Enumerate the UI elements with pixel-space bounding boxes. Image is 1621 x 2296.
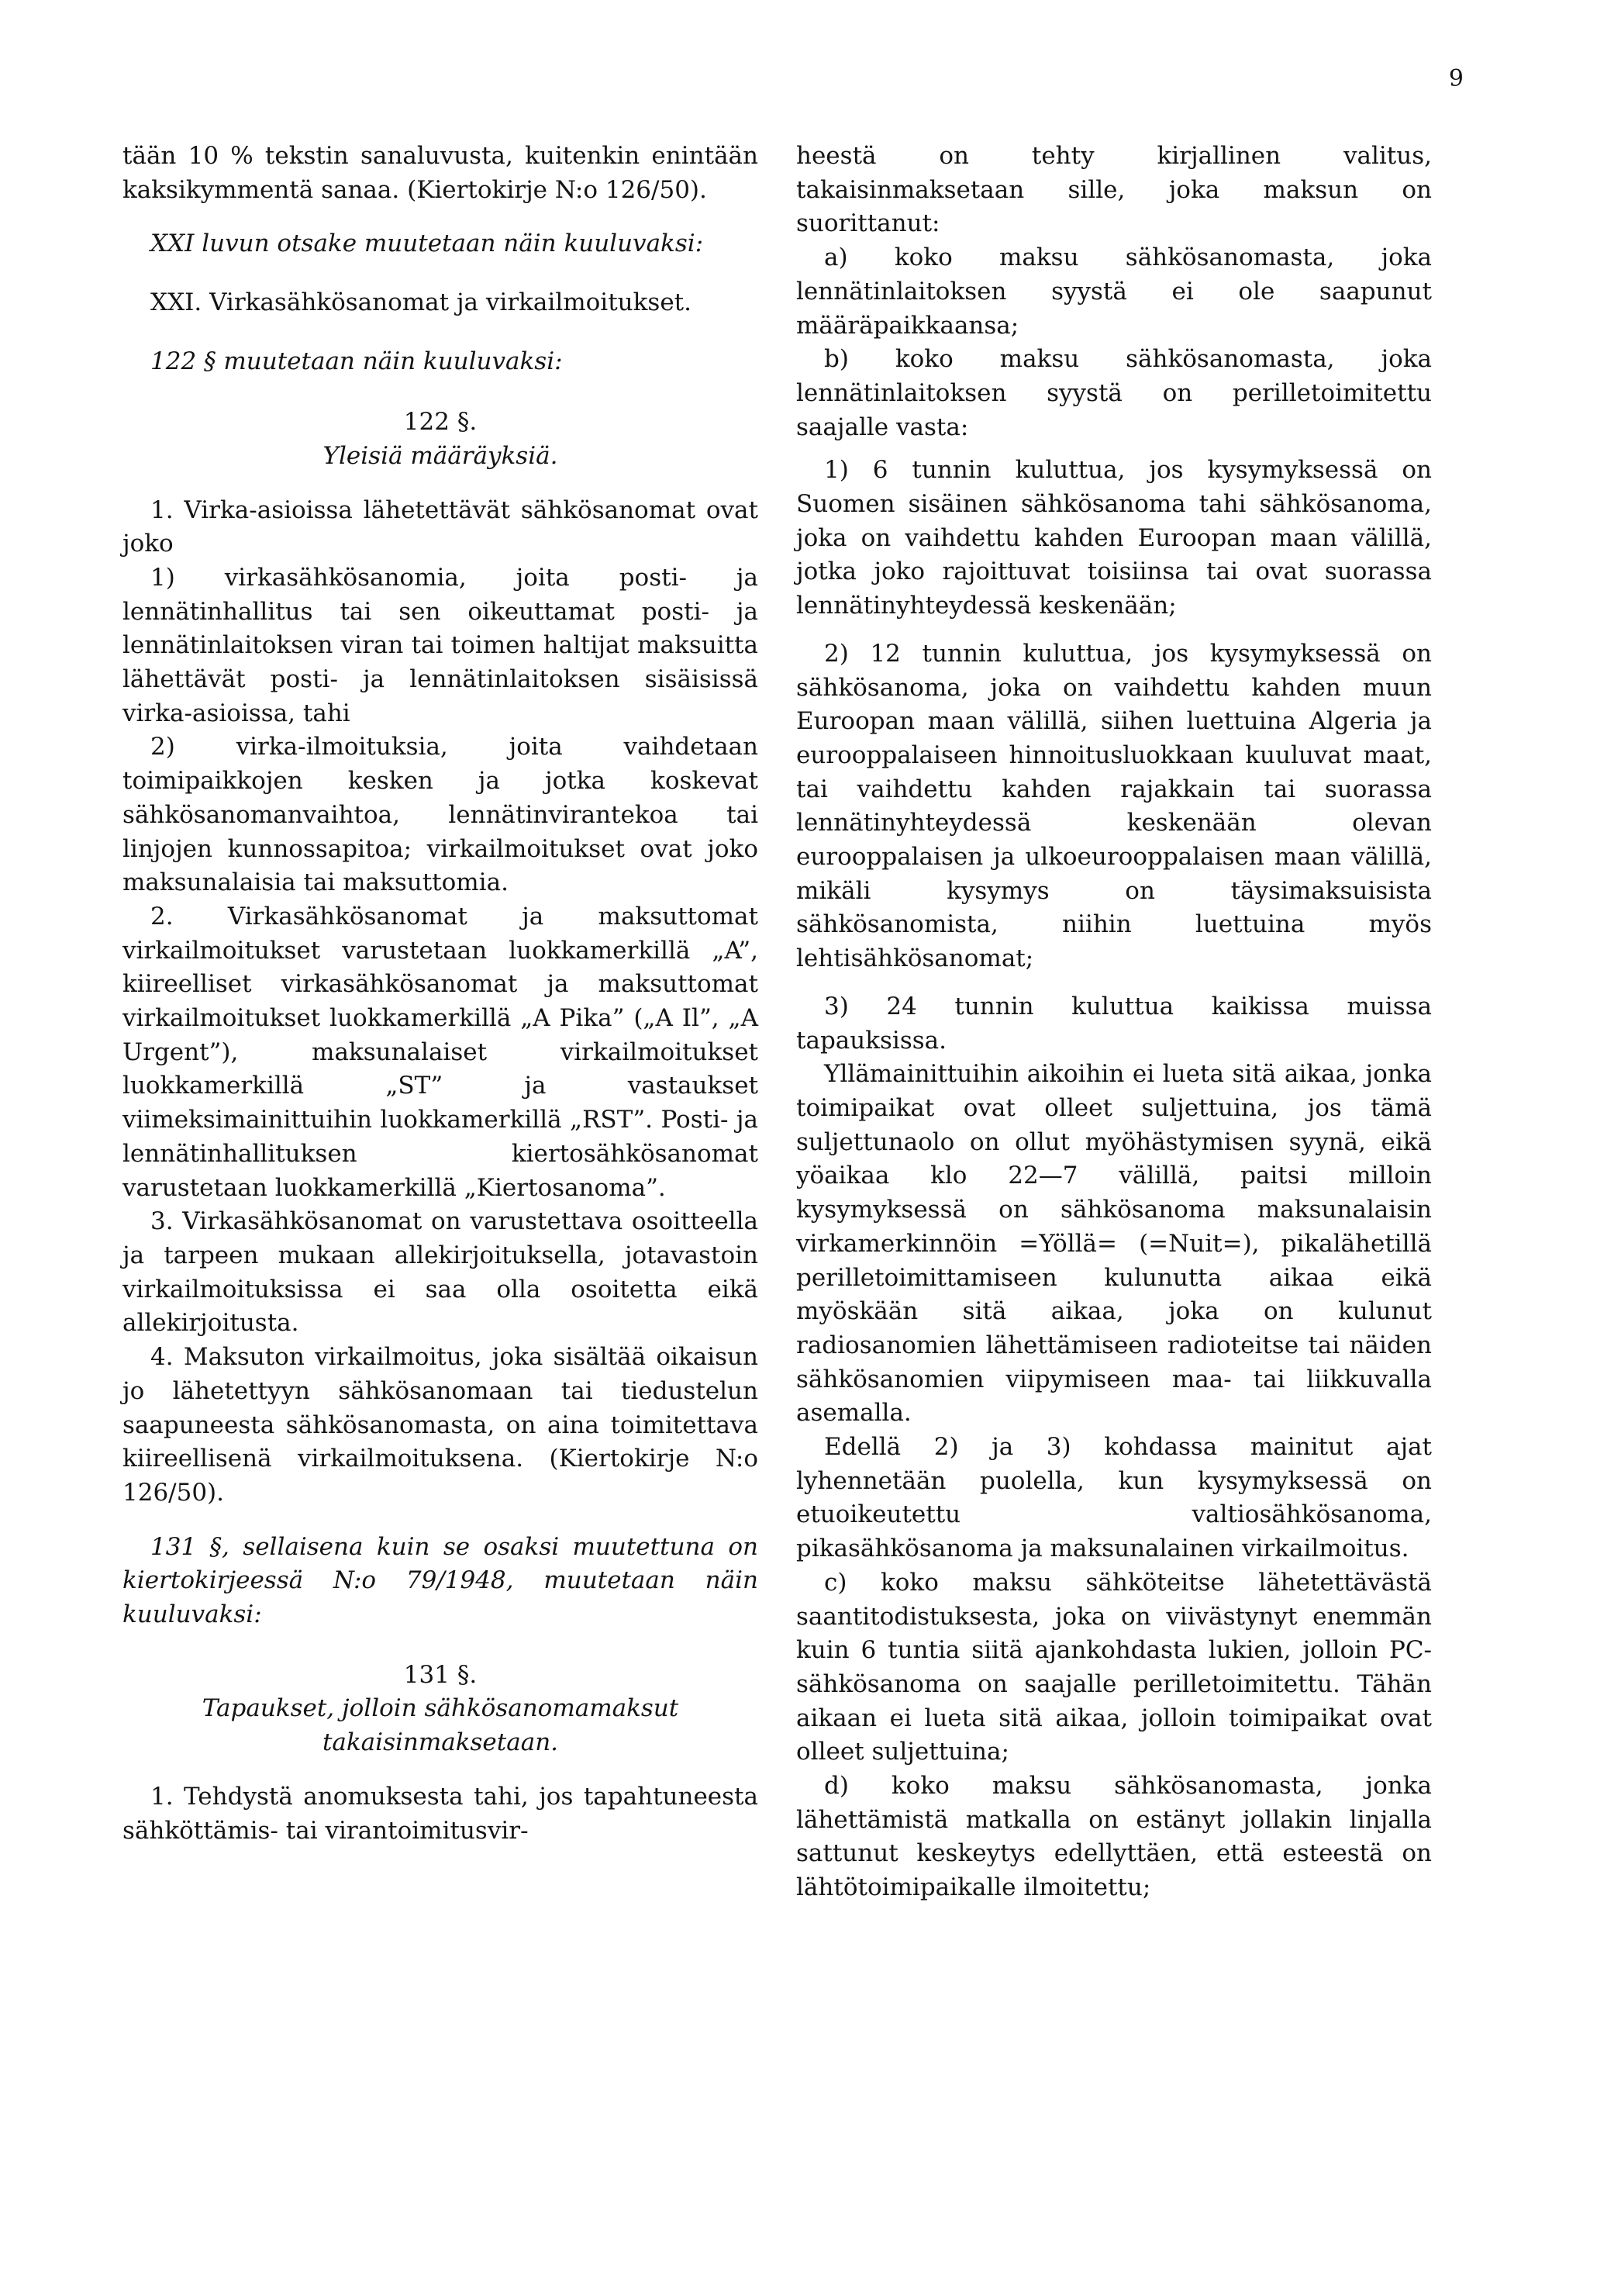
page-number: 9 [1448,65,1464,92]
amendment-instruction: 131 §, sellaisena kuin se osaksi muutettuna on kiertokirjeessä N:o 79/1948, muutetaan näin kuuluvaksi: [122,1532,758,1629]
paragraph: 1. Virka-asioissa lähetettävät sähkösanomat ovat joko [122,495,758,558]
paragraph: 2) virka-ilmoituksia, joita vaihdetaan toimipaikkojen kesken ja jotka koskevat sähkösanomanvaihtoa, lennätinvirantekoa tai linjojen kunnossapitoa; virkailmoitukset ovat joko maksunalaisia tai maksuttomia. [122,733,758,897]
section-number: 131 §. [403,1660,478,1689]
section-title: Tapaukset, jolloin sähkösanomamaksut takaisinmaksetaan. [202,1694,679,1757]
right-column [796,140,1432,1905]
section-number: 122 §. [403,408,478,437]
section-title: Yleisiä määräyksiä. [322,441,558,470]
list-item: a) koko maksu sähkösanomasta, joka lennätinlaitoksen syystä ei ole saapunut määräpaikkaansa; [796,243,1432,340]
paragraph: 4. Maksuton virkailmoitus, joka sisältää oikaisun jo lähetettyyn sähkösanomaan tai tiedustelun saapuneesta sähkösanomasta, on aina toimitettava kiireellisenä virkailmoituksena. (Kiertokirje N:o 126/50). [122,1343,758,1507]
paragraph: 1) virkasähkösanomia, joita posti- ja lennätinhallitus tai sen oikeuttamat posti- ja lennätinlaitoksen viran tai toimen haltijat maksuitta lähettävät posti- ja lennätinlaitoksen sisäisissä virka-asioissa, tahi [122,563,758,727]
left-column [122,140,758,1848]
list-item: c) koko maksu sähköteitse lähetettävästä saantitodistuksesta, joka on viivästynyt enemmän kuin 6 tuntia siitä ajankohdasta lukien, jolloin PC-sähkösanoma on saajalle perilletoimitettu. Tähän aikaan ei lueta sitä aikaa, jolloin toimipaikat ovat olleet suljettuina; [796,1568,1432,1766]
list-item: 1) 6 tunnin kuluttua, jos kysymyksessä on Suomen sisäinen sähkösanoma tahi sähkösanoma, joka on vaihdettu kahden Euroopan maan välillä, jotka joko rajoittuvat toisiinsa tai ovat suorassa lennätinyhteydessä keskenään; [796,456,1432,620]
paragraph-continuation: tään 10 % tekstin sanaluvusta, kuitenkin enintään kaksikymmentä sanaa. (Kiertokirje N:o 126/50). [122,142,758,204]
list-item: 2) 12 tunnin kuluttua, jos kysymyksessä on sähkösanoma, joka on vaihdettu kahden muun Euroopan maan välillä, siihen luettuina Algeria ja eurooppalaiseen hinnoitusluokkaan kuuluvat maat, tai vaihdettu kahden rajakkain tai suorassa lennätinyhteydessä keskenään olevan eurooppalaisen ja ulkoeurooppalaisen maan välillä, mikäli kysymys on täysimaksuisista sähkösanomista, niihin luettuina myös lehtisähkösanomat; [796,639,1432,973]
list-item: d) koko maksu sähkösanomasta, jonka lähettämistä matkalla on estänyt jollakin linjalla sattunut keskeytys edellyttäen, että esteestä on lähtötoimipaikalle ilmoitettu; [796,1772,1432,1902]
paragraph-continuation: heestä on tehty kirjallinen valitus, takaisinmaksetaan sille, joka maksun on suorittanut: [796,142,1432,238]
paragraph: Edellä 2) ja 3) kohdassa mainitut ajat lyhennetään puolella, kun kysymyksessä on etuoikeutettu valtiosähkösanoma, pikasähkösanoma ja maksunalainen virkailmoitus. [796,1433,1432,1563]
paragraph: 2. Virkasähkösanomat ja maksuttomat virkailmoitukset varustetaan luokkamerkillä „A”, kiireelliset virkasähkösanomat ja maksuttomat virkailmoitukset luokkamerkillä „A Pika” („A Il”, „A Urgent”), maksunalaiset virkailmoitukset luokkamerkillä „ST” ja vastaukset viimeksimainittuihin luokkamerkillä „RST”. Posti- ja lennätinhallituksen kiertosähkösanomat varustetaan luokkamerkillä „Kiertosanoma”. [122,902,758,1202]
amendment-instruction: XXI luvun otsake muutetaan näin kuuluvaksi: [150,230,704,258]
list-item: b) koko maksu sähkösanomasta, joka lennätinlaitoksen syystä on perilletoimitettu saajalle vasta: [796,345,1432,441]
amendment-instruction: 122 § muutetaan näin kuuluvaksi: [150,347,563,376]
paragraph: 1. Tehdystä anomuksesta tahi, jos tapahtuneesta sähköttämis- tai virantoimitusvir- [122,1782,758,1845]
list-item: 3) 24 tunnin kuluttua kaikissa muissa tapauksissa. [796,992,1432,1055]
chapter-heading: XXI. Virkasähkösanomat ja virkailmoitukset. [150,288,692,317]
paragraph: 3. Virkasähkösanomat on varustettava osoitteella ja tarpeen mukaan allekirjoituksella, jotavastoin virkailmoituksissa ei saa olla osoitetta eikä allekirjoitusta. [122,1207,758,1338]
paragraph: Yllämainittuihin aikoihin ei lueta sitä aikaa, jonka toimipaikat ovat olleet suljettuina, jos tämä suljettunaolo on ollut myöhästymisen syynä, eikä yöaikaa klo 22—7 välillä, paitsi milloin kysymyksessä on sähkösanoma maksunalaisin virkamerkinnöin =Yöllä= (=Nuit=), pikalähetillä perilletoimittamiseen kulunutta aikaa eikä myöskään sitä aikaa, joka on kulunut radiosanomien lähettämiseen radioteitse tai näiden sähkösanomien viipymiseen maa- tai liikkuvalla asemalla. [796,1060,1432,1428]
